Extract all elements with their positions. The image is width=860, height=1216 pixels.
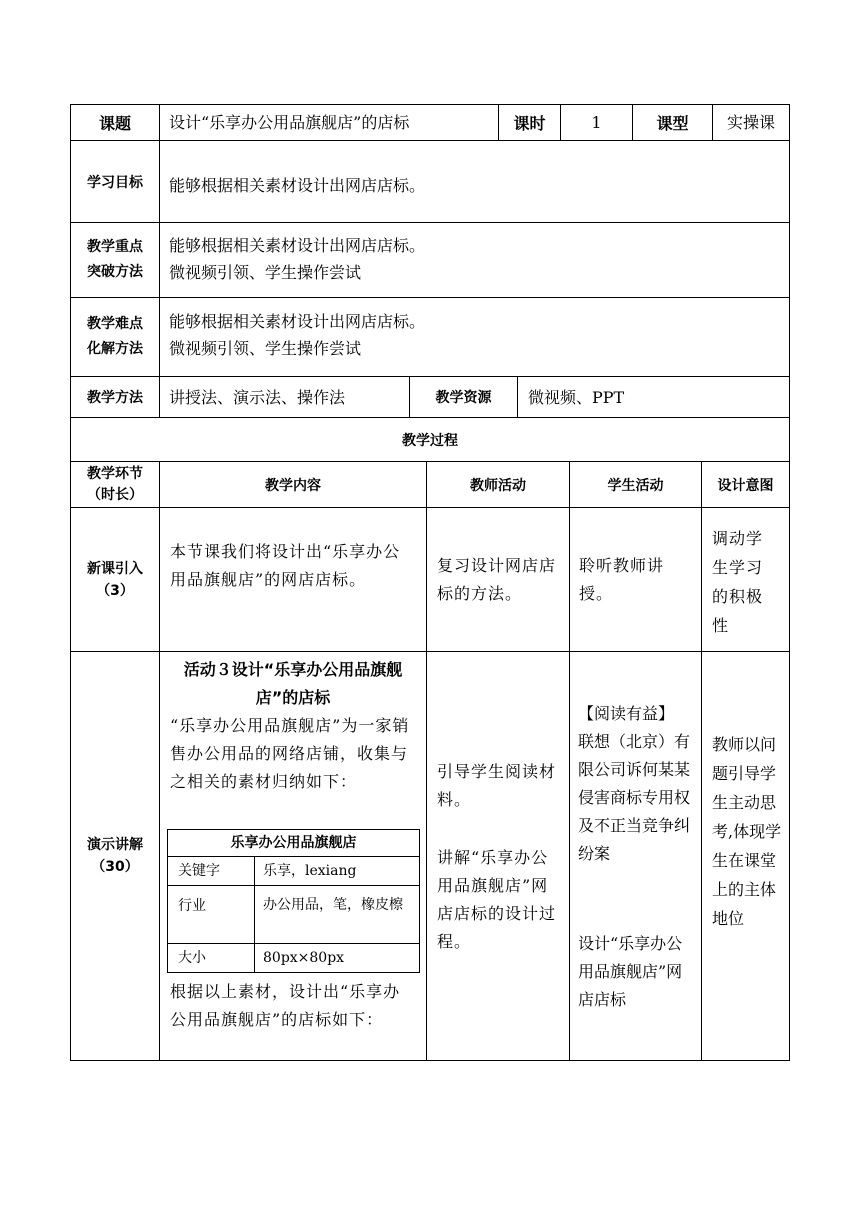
material-value-0: 乐享，lexiang (254, 856, 420, 886)
difficulties-label-line2: 化解方法 (87, 341, 143, 357)
intro-student: 聆听教师讲授。 (569, 507, 702, 652)
demo-intent-text: 教师以问题引导学生主动思考,体现学生在课堂上的主体地位 (712, 735, 782, 928)
topic-value: 设计“乐享办公用品旗舰店”的店标 (159, 104, 499, 141)
col-stage-header-line2: （时长） (87, 486, 143, 503)
demo-student (569, 651, 702, 1061)
demo-student-line3: 设计“乐享办公用品旗舰店”网店店标 (578, 934, 683, 1009)
difficulties-text-line2: 微视频引领、学生操作尝试 (169, 339, 362, 358)
key-points-text (159, 222, 790, 298)
goals-text: 能够根据相关素材设计出网店店标。 (159, 140, 790, 223)
difficulties-text-line1: 能够根据相关素材设计出网店店标。 (169, 312, 426, 331)
material-table-title: 乐享办公用品旗舰店 (167, 829, 420, 857)
material-key-2: 大小 (167, 943, 255, 973)
goals-label: 学习目标 (70, 140, 160, 223)
col-intent-header: 设计意图 (701, 461, 790, 508)
key-points-label-line1: 教学重点 (87, 239, 143, 255)
demo-stage (70, 651, 160, 1061)
intro-intent: 调动学生学习的积极性 (701, 507, 790, 652)
hours-label: 课时 (498, 104, 561, 141)
demo-teacher-line1: 引导学生阅读材料。 (437, 762, 557, 809)
intro-stage-line1: 新课引入 (87, 560, 143, 577)
intro-stage-line2: （3） (96, 582, 134, 599)
demo-content (159, 651, 427, 1061)
activity-title: 活动３设计“乐享办公用品旗舰店”的店标 (183, 660, 403, 707)
type-label: 课型 (632, 104, 713, 141)
intro-content: 本节课我们将设计出“乐享办公用品旗舰店”的网店店标。 (159, 507, 427, 652)
col-student-header: 学生活动 (569, 461, 702, 508)
content-outro: 根据以上素材，设计出“乐享办公用品旗舰店”的店标如下： (170, 982, 401, 1029)
col-stage-header (70, 461, 160, 508)
methods-label: 教学方法 (70, 376, 160, 418)
demo-stage-line1: 演示讲解 (87, 837, 143, 853)
content-intro: “乐享办公用品旗舰店”为一家销售办公用品的网络店铺，收集与之相关的素材归纳如下： (170, 716, 410, 791)
key-points-text-line2: 微视频引领、学生操作尝试 (169, 263, 362, 282)
methods-text: 讲授法、演示法、操作法 (159, 376, 410, 418)
key-points-label (70, 222, 160, 298)
resource-label: 教学资源 (409, 376, 518, 418)
material-value-1: 办公用品，笔，橡皮檫 (254, 885, 420, 944)
demo-stage-line2: （30） (91, 859, 139, 875)
col-content-header: 教学内容 (159, 461, 427, 508)
col-stage-header-line1: 教学环节 (87, 465, 143, 482)
col-teacher-header: 教师活动 (426, 461, 570, 508)
key-points-text-line1: 能够根据相关素材设计出网店店标。 (169, 236, 426, 255)
demo-student-line1: 【阅读有益】 (578, 704, 675, 723)
material-key-0: 关键字 (167, 856, 255, 886)
resource-text: 微视频、PPT (517, 376, 790, 418)
material-key-1: 行业 (167, 885, 255, 944)
process-title: 教学过程 (70, 417, 790, 462)
hours-value: 1 (560, 104, 633, 141)
material-value-2: 80px×80px (254, 943, 420, 973)
demo-teacher-line2: 讲解“乐享办公用品旗舰店”网店店标的设计过程。 (437, 848, 557, 951)
key-points-label-line2: 突破方法 (87, 264, 143, 280)
intro-teacher: 复习设计网店店标的方法。 (426, 507, 570, 652)
demo-teacher (426, 651, 570, 1061)
demo-intent (701, 651, 790, 1061)
intro-stage (70, 507, 160, 652)
topic-label: 课题 (70, 104, 160, 141)
type-value: 实操课 (712, 104, 790, 141)
difficulties-text (159, 297, 790, 377)
difficulties-label (70, 297, 160, 377)
demo-student-line2: 联想（北京）有限公司诉何某某侵害商标专用权及不正当竞争纠纷案 (578, 732, 691, 863)
difficulties-label-line1: 教学难点 (87, 316, 143, 332)
